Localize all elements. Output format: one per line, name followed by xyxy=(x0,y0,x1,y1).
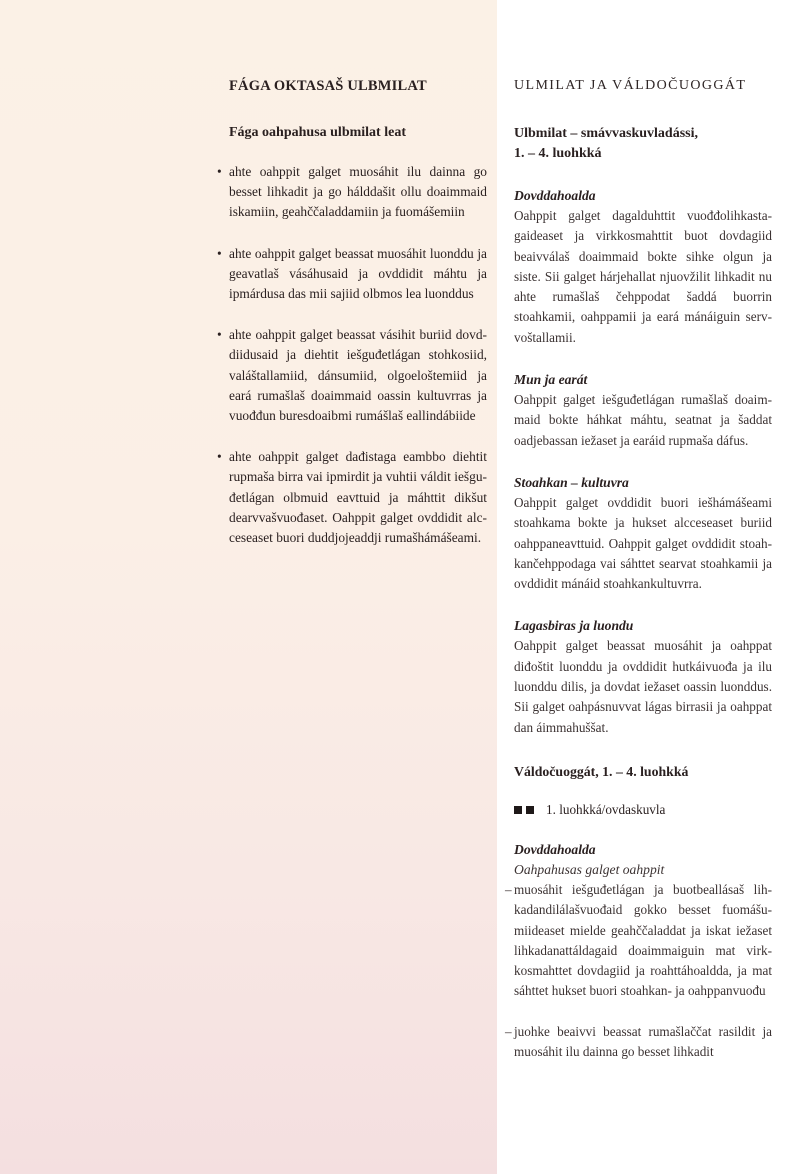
grade-label: 1. luohkká/ovdaskuvla xyxy=(546,801,666,817)
right-heading: ULMILAT JA VÁLDOČUOGGÁT xyxy=(514,78,747,93)
dash-list xyxy=(514,880,772,1062)
right-subheading xyxy=(514,124,772,164)
section-title: Dovddahoalda xyxy=(514,188,596,203)
section-stoahkan-kultuvra xyxy=(514,473,772,594)
left-subheading: Fága oahpahusa ulbmilat leat xyxy=(229,125,406,140)
section-dovddahoalda xyxy=(514,186,772,348)
goal-item: • ahte oahppit galget beassat muosáhit luonddu ja geavatlaš vásáhusaid ja ovddidit máhtu ja ipmárdusa das mii sajiid olbmos lea luonddus xyxy=(229,244,487,305)
section-text: Oahppit galget beassat muosáhit ja oahppat diđoštit luonddu ja ovddidit hutkáivuođa ja ilu luonddu dilis, ja dovdat iežaset oassin luonddus. Sii galget oahpásnuvvat lágas birrasii ja oahppat dan áimmahuššat. xyxy=(514,638,772,735)
goal-item: • ahte oahppit galget dađistaga eambbo diehtit rupmaša birra vai ipmirdit ja vuhtii váldit iešguđetlágan olbmuid eavttuid ja máhttit dikšut dearvvašvuođaset. Oahppit galget ovddidit alcceseaset buori duddjojeaddji rumašhámášeami. xyxy=(229,447,487,548)
goal-item: • ahte oahppit galget muosáhit ilu dainna go besset lihkadit ja go hálddašit ollu doaimmaid iskamiin, geahččaladdamiin ja fuomášemiin xyxy=(229,162,487,223)
section-title: Dovddahoalda xyxy=(514,841,596,857)
section-text: Oahppit galget ovddidit buori iešhámášeami stoahkama bokte ja hukset alcceseaset buriid oahppaneavttuid. Oahppit galget ovddidit stoahkančehppodaga vai sáhttet searvat stoahkamii ja ovddidit mánáid stoahkankultuvrra. xyxy=(514,494,772,592)
goals-list xyxy=(229,162,487,548)
goal-item: • ahte oahppit galget beassat vásihit buriid dovddiidusaid ja diehtit iešguđetlágan stohkosiid, valáštallamiid, dánsumiid, olgoeloštemiid ja eará rumašlaš doaimmaid oassin kultuvrras ja vuođđun buresdoaibmi rumášlaš eallindábiide xyxy=(229,325,487,426)
square-bullet-icon xyxy=(514,806,522,814)
section-title: Mun ja earát xyxy=(514,372,588,388)
left-heading: FÁGA OKTASAŠ ULBMILAT xyxy=(229,78,427,94)
dash-item: – juohke beaivvi beassat rumašlaččat rasildit ja muosáhit ilu dainna go besset lihkadit xyxy=(514,1022,772,1063)
valdocuoggat-heading: Váldočuoggát, 1. – 4. luohkká xyxy=(514,763,689,779)
subheading-line-2: 1. – 4. luohkká xyxy=(514,146,602,161)
section-dovddahoalda-grade xyxy=(514,840,772,1062)
subheading-line-1: Ulbmilat – smávvaskuvladássi, xyxy=(514,126,698,141)
section-text: Oahppit galget dagalduhttit vuođđolihkastagaideaset ja virkkosmahttit buot dovdagiid beaivválaš doaimmaid bokte sihke olgun ja siste. Sii galget hárjehallat njuovžilit lihkadit nu ahte rumašlaš čehppodat šaddá buorrin stoahkamii, oahppamii ja eará mánáiguin servvoštallamii. xyxy=(514,208,772,345)
right-column xyxy=(514,78,772,1082)
dash-item: – muosáhit iešguđetlágan ja buotbeallásaš lihkadandilálašvuođaid gokko besset fuomášumiideaset mielde geahččaladdat ja iskat iežaset lihkadanattáldagaid doaimmaiguin mat virkkosmahttet dovdagiid ja roahttáhoaldda, ja mat sáhttet hukset buori stoahkan- ja oahppanvuođu xyxy=(514,880,772,1002)
section-mun-ja-earat xyxy=(514,370,772,451)
section-lagasbiras-ja-luondu xyxy=(514,616,772,737)
section-text: Oahppit galget iešguđetlágan rumašlaš doaimmaid bokte háhkat máhtu, seatnat ja šaddat oadjebassan iežaset ja earáid rupmaša dáfus. xyxy=(514,392,772,448)
left-column xyxy=(229,78,487,569)
section-title: Lagasbiras ja luondu xyxy=(514,618,634,634)
square-bullet-icon xyxy=(526,806,534,814)
section-intro: Oahpahusas galget oahppit xyxy=(514,861,665,877)
section-title: Stoahkan – kultuvra xyxy=(514,474,629,490)
grade-label-row xyxy=(514,802,772,818)
